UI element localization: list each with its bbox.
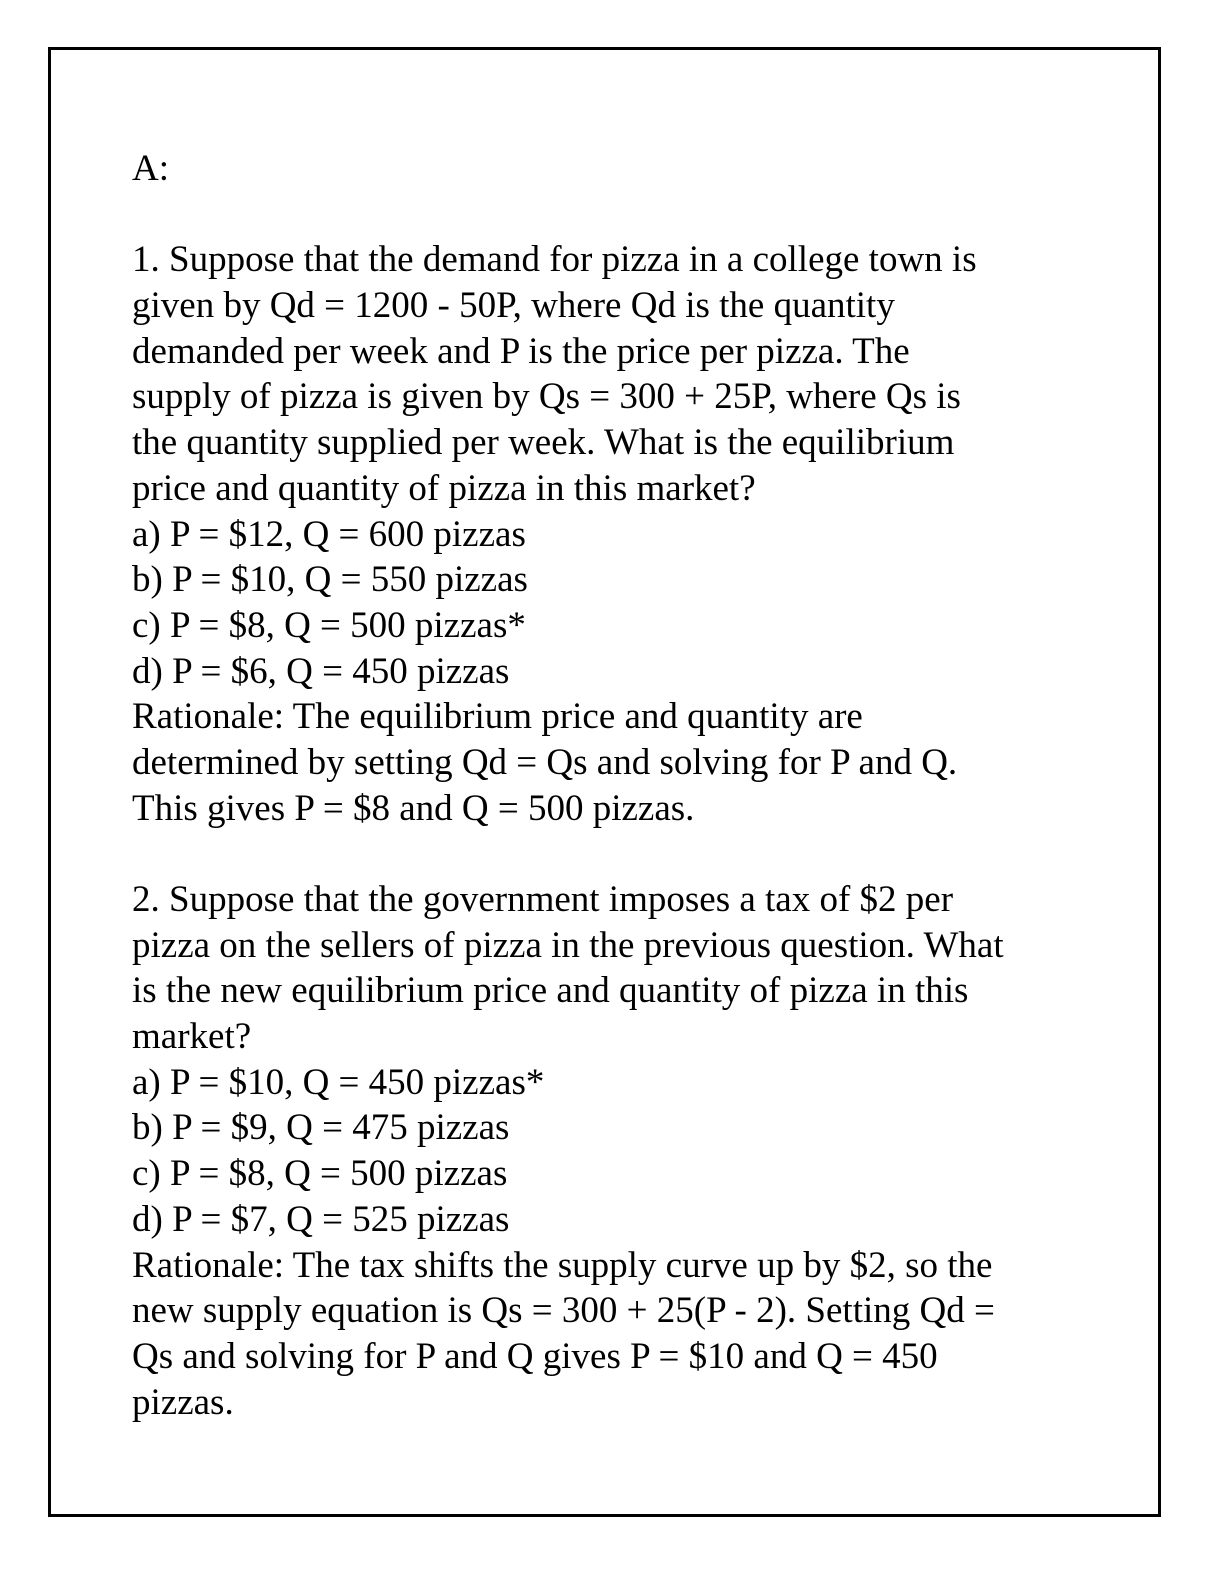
- question-2: [132, 877, 1092, 1425]
- question-1: [132, 237, 1092, 831]
- option-c: c) P = $8, Q = 500 pizzas*: [132, 604, 526, 646]
- section-label: A:: [132, 148, 169, 189]
- spacer: [132, 192, 1092, 238]
- answer-options: [132, 512, 1092, 695]
- rationale-line: This gives P = $8 and Q = 500 pizzas.: [132, 787, 695, 829]
- option-b: b) P = $9, Q = 475 pizzas: [132, 1107, 510, 1149]
- rationale: [132, 1243, 1092, 1426]
- stem-line: 2. Suppose that the government imposes a tax of $2 per: [132, 879, 954, 920]
- stem-line: supply of pizza is given by Qs = 300 + 25P, where Qs is: [132, 376, 961, 418]
- stem-line: price and quantity of pizza in this market?: [132, 467, 756, 509]
- rationale-line: Rationale: The equilibrium price and quantity are: [132, 696, 863, 738]
- stem-line: 1. Suppose that the demand for pizza in a college town is: [132, 239, 977, 281]
- option-d: d) P = $7, Q = 525 pizzas: [132, 1198, 510, 1240]
- answer-options: [132, 1060, 1092, 1243]
- rationale-line: Qs and solving for P and Q gives P = $10 and Q = 450: [132, 1335, 938, 1377]
- stem-line: the quantity supplied per week. What is the equilibrium: [132, 422, 955, 464]
- option-a: a) P = $12, Q = 600 pizzas: [132, 513, 526, 555]
- stem-line: given by Qd = 1200 - 50P, where Qd is the quantity: [132, 285, 895, 327]
- rationale-line: Rationale: The tax shifts the supply curve up by $2, so the: [132, 1244, 993, 1286]
- option-b: b) P = $10, Q = 550 pizzas: [132, 559, 528, 601]
- question-stem: [132, 237, 1092, 511]
- stem-line: is the new equilibrium price and quantity of pizza in this: [132, 970, 969, 1012]
- question-stem: [132, 877, 1092, 1060]
- option-d: d) P = $6, Q = 450 pizzas: [132, 650, 510, 692]
- rationale: [132, 694, 1092, 831]
- option-a: a) P = $10, Q = 450 pizzas*: [132, 1061, 545, 1103]
- stem-line: demanded per week and P is the price per pizza. The: [132, 330, 910, 372]
- rationale-line: pizzas.: [132, 1381, 234, 1423]
- document-body: [132, 146, 1092, 1425]
- option-c: c) P = $8, Q = 500 pizzas: [132, 1153, 508, 1195]
- spacer: [132, 831, 1092, 877]
- rationale-line: determined by setting Qd = Qs and solving for P and Q.: [132, 741, 958, 783]
- stem-line: market?: [132, 1016, 252, 1058]
- rationale-line: new supply equation is Qs = 300 + 25(P - 2). Setting Qd =: [132, 1290, 995, 1332]
- stem-line: pizza on the sellers of pizza in the previous question. What: [132, 924, 1004, 966]
